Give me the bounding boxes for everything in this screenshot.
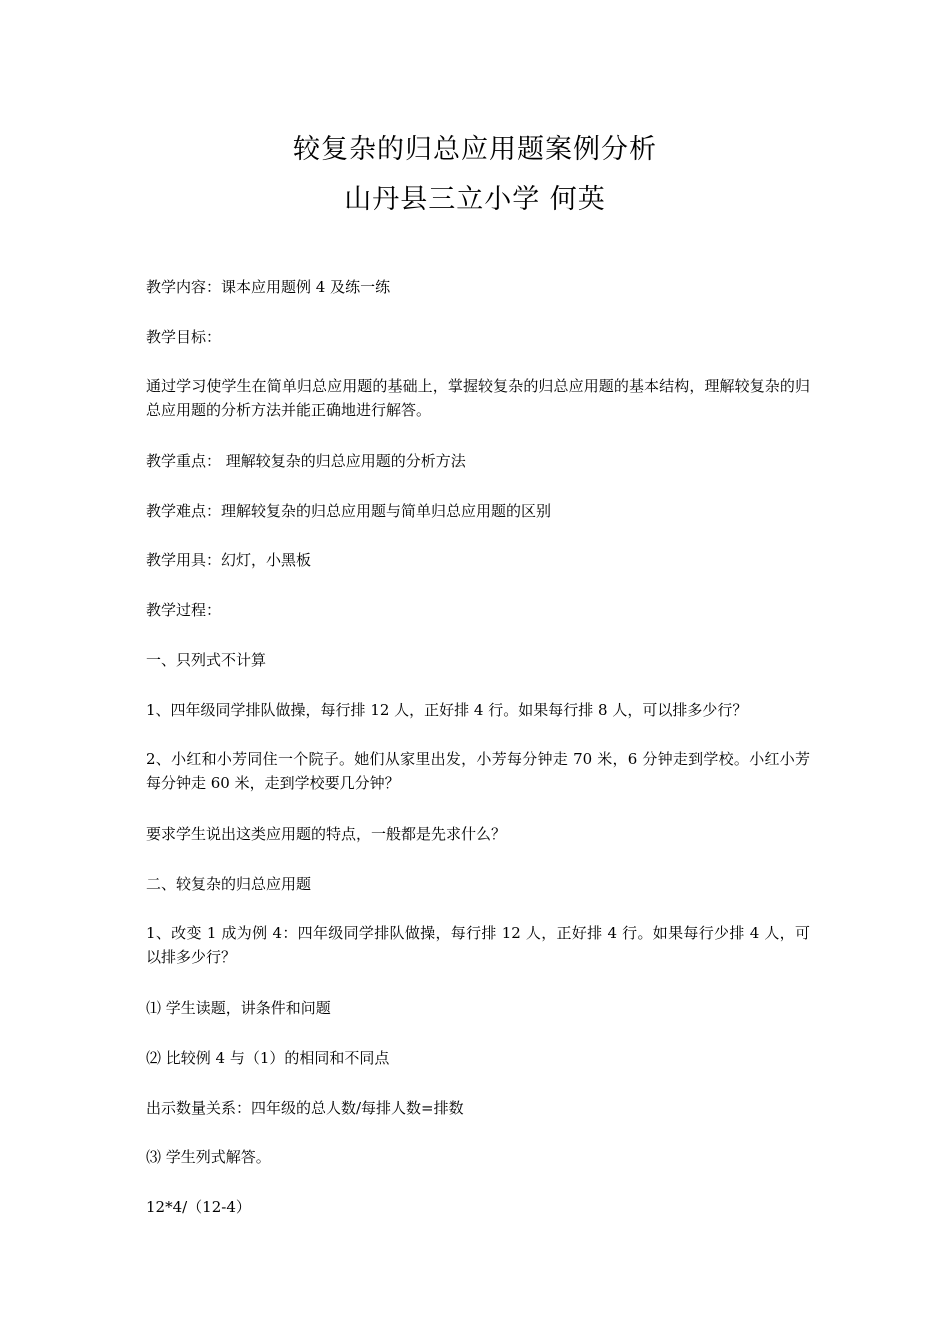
paragraph-problem-2: 2、小红和小芳同住一个院子。她们从家里出发，小芳每分钟走 70 米，6 分钟走到学校。小红小芳每分钟走 60 米，走到学校要几分钟？ (146, 750, 810, 792)
paragraph-teaching-goals-label: 教学目标： (146, 328, 222, 346)
section-heading-2: 二、较复杂的归总应用题 (146, 875, 312, 893)
document-title: 较复杂的归总应用题案例分析 (293, 134, 657, 165)
paragraph-teaching-content: 教学内容：课本应用题例 4 及练一练 (146, 278, 391, 296)
section-heading-1: 一、只列式不计算 (146, 651, 267, 669)
paragraph-step-1: ⑴ 学生读题，讲条件和问题 (146, 999, 331, 1017)
paragraph-process-label: 教学过程： (146, 601, 222, 619)
paragraph-difficulty: 教学难点：理解较复杂的归总应用题与简单归总应用题的区别 (146, 502, 552, 520)
paragraph-problem-1: 1、四年级同学排队做操，每行排 12 人，正好排 4 行。如果每行排 8 人，可以排多少行？ (146, 701, 748, 719)
paragraph-teaching-goals: 通过学习使学生在简单归总应用题的基础上，掌握较复杂的归总应用题的基本结构，理解较复杂的归总应用题的分析方法并能正确地进行解答。 (146, 377, 810, 419)
paragraph-step-3: ⑶ 学生列式解答。 (146, 1148, 271, 1166)
paragraph-key-point: 教学重点： 理解较复杂的归总应用题的分析方法 (146, 452, 466, 470)
paragraph-formula: 12*4/（12-4） (146, 1198, 251, 1216)
paragraph-step-2: ⑵ 比较例 4 与（1）的相同和不同点 (146, 1049, 390, 1067)
paragraph-example-4: 1、改变 1 成为例 4：四年级同学排队做操，每行排 12 人，正好排 4 行。如果每行少排 4 人，可以排多少行？ (146, 924, 810, 966)
document-author: 山丹县三立小学 何英 (344, 184, 606, 215)
paragraph-requirement: 要求学生说出这类应用题的特点，一般都是先求什么？ (146, 825, 507, 843)
paragraph-quantity-relation: 出示数量关系：四年级的总人数/每排人数=排数 (146, 1099, 464, 1117)
paragraph-tools: 教学用具：幻灯，小黑板 (146, 551, 312, 569)
